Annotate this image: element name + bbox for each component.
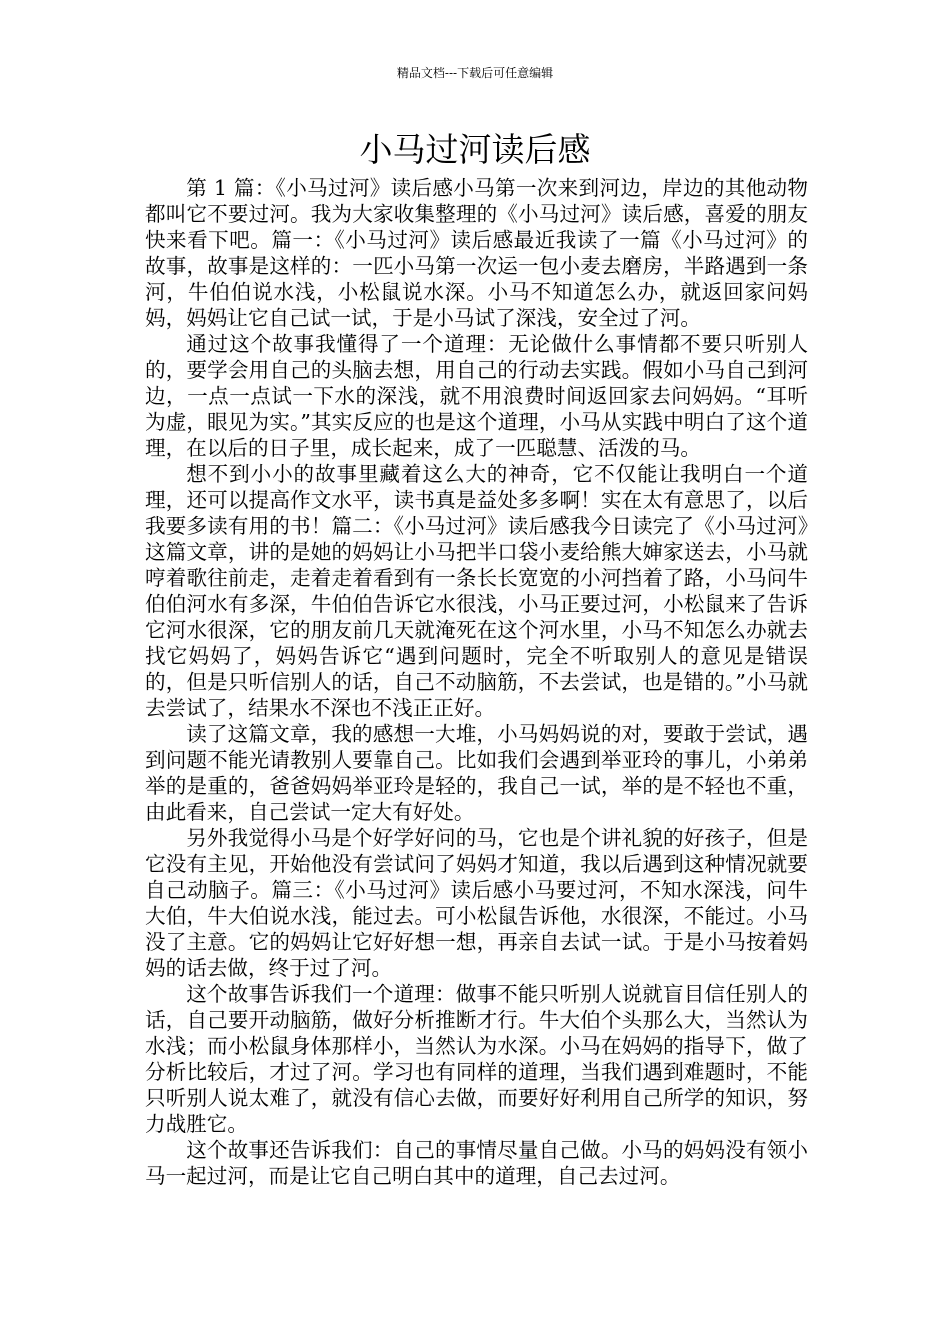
paragraph-6: 这个故事告诉我们一个道理：做事不能只听别人说就盲目信任别人的话，自己要开动脑筋，做好分析推断才行。牛大伯个头那么大，当然认为水浅；而小松鼠身体那样小，当然认为水深。小马在妈妈的指导下，做了分析比较后，才过了河。学习也有同样的道理，当我们遇到难题时，不能只听别人说太难了，就没有信心去做，而要好好利用自己所学的知识，努力战胜它。 — [145, 982, 808, 1136]
paragraph-3: 想不到小小的故事里藏着这么大的神奇，它不仅能让我明白一个道理，还可以提高作文水平，读书真是益处多多啊！实在太有意思了，以后我要多读有用的书！篇二：《小马过河》读后感我今日读完了《小马过河》这篇文章，讲的是她的妈妈让小马把半口袋小麦给熊大婶家送去，小马就哼着歌往前走，走着走着看到有一条长长宽宽的小河挡着了路，小马问牛伯伯河水有多深，牛伯伯告诉它水很浅，小马正要过河，小松鼠来了告诉它河水很深，它的朋友前几天就淹死在这个河水里，小马不知怎么办就去找它妈妈了，妈妈告诉它“遇到问题时，完全不听取别人的意见是错误的，但是只听信别人的话，自己不动脑筋，不去尝试，也是错的。”小马就去尝试了，结果水不深也不浅正正好。 — [145, 462, 808, 720]
paragraph-2: 通过这个故事我懂得了一个道理：无论做什么事情都不要只听别人的，要学会用自己的头脑去想，用自己的行动去实践。假如小马自己到河边，一点一点试一下水的深浅，就不用浪费时间返回家去问妈妈。“耳听为虚，眼见为实。”其实反应的也是这个道理，小马从实践中明白了这个道理，在以后的日子里，成长起来，成了一匹聪慧、活泼的马。 — [145, 332, 808, 460]
paragraph-1: 第 1 篇：《小马过河》读后感小马第一次来到河边，岸边的其他动物都叫它不要过河。我为大家收集整理的《小马过河》读后感，喜爱的朋友快来看下吧。篇一：《小马过河》读后感最近我读了一篇《小马过河》的故事，故事是这样的：一匹小马第一次运一包小麦去磨房，半路遇到一条河，牛伯伯说水浅，小松鼠说水深。小马不知道怎么办，就返回家问妈妈，妈妈让它自己试一试，于是小马试了深浅，安全过了河。 — [145, 176, 808, 330]
paragraph-4: 读了这篇文章，我的感想一大堆，小马妈妈说的对，要敢于尝试，遇到问题不能光请教别人要靠自己。比如我们会遇到举亚玲的事儿，小弟弟举的是重的，爸爸妈妈举亚玲是轻的，我自己一试，举的是不轻也不重，由此看来，自己尝试一定大有好处。 — [145, 722, 808, 824]
paragraph-7: 这个故事还告诉我们：自己的事情尽量自己做。小马的妈妈没有领小马一起过河，而是让它自己明白其中的道理，自己去过河。 — [145, 1138, 808, 1188]
document-title: 小马过河读后感 — [359, 130, 591, 169]
page-header: 精品文档---下载后可任意编辑 — [396, 66, 554, 80]
paragraph-5: 另外我觉得小马是个好学好问的马，它也是个讲礼貌的好孩子，但是它没有主见，开始他没有尝试问了妈妈才知道，我以后遇到这种情况就要自己动脑子。篇三：《小马过河》读后感小马要过河，不知水深浅，问牛大伯，牛大伯说水浅，能过去。可小松鼠告诉他，水很深，不能过。小马没了主意。它的妈妈让它好好想一想，再亲自去试一试。于是小马按着妈妈的话去做，终于过了河。 — [145, 826, 808, 980]
document-body — [145, 175, 808, 1189]
